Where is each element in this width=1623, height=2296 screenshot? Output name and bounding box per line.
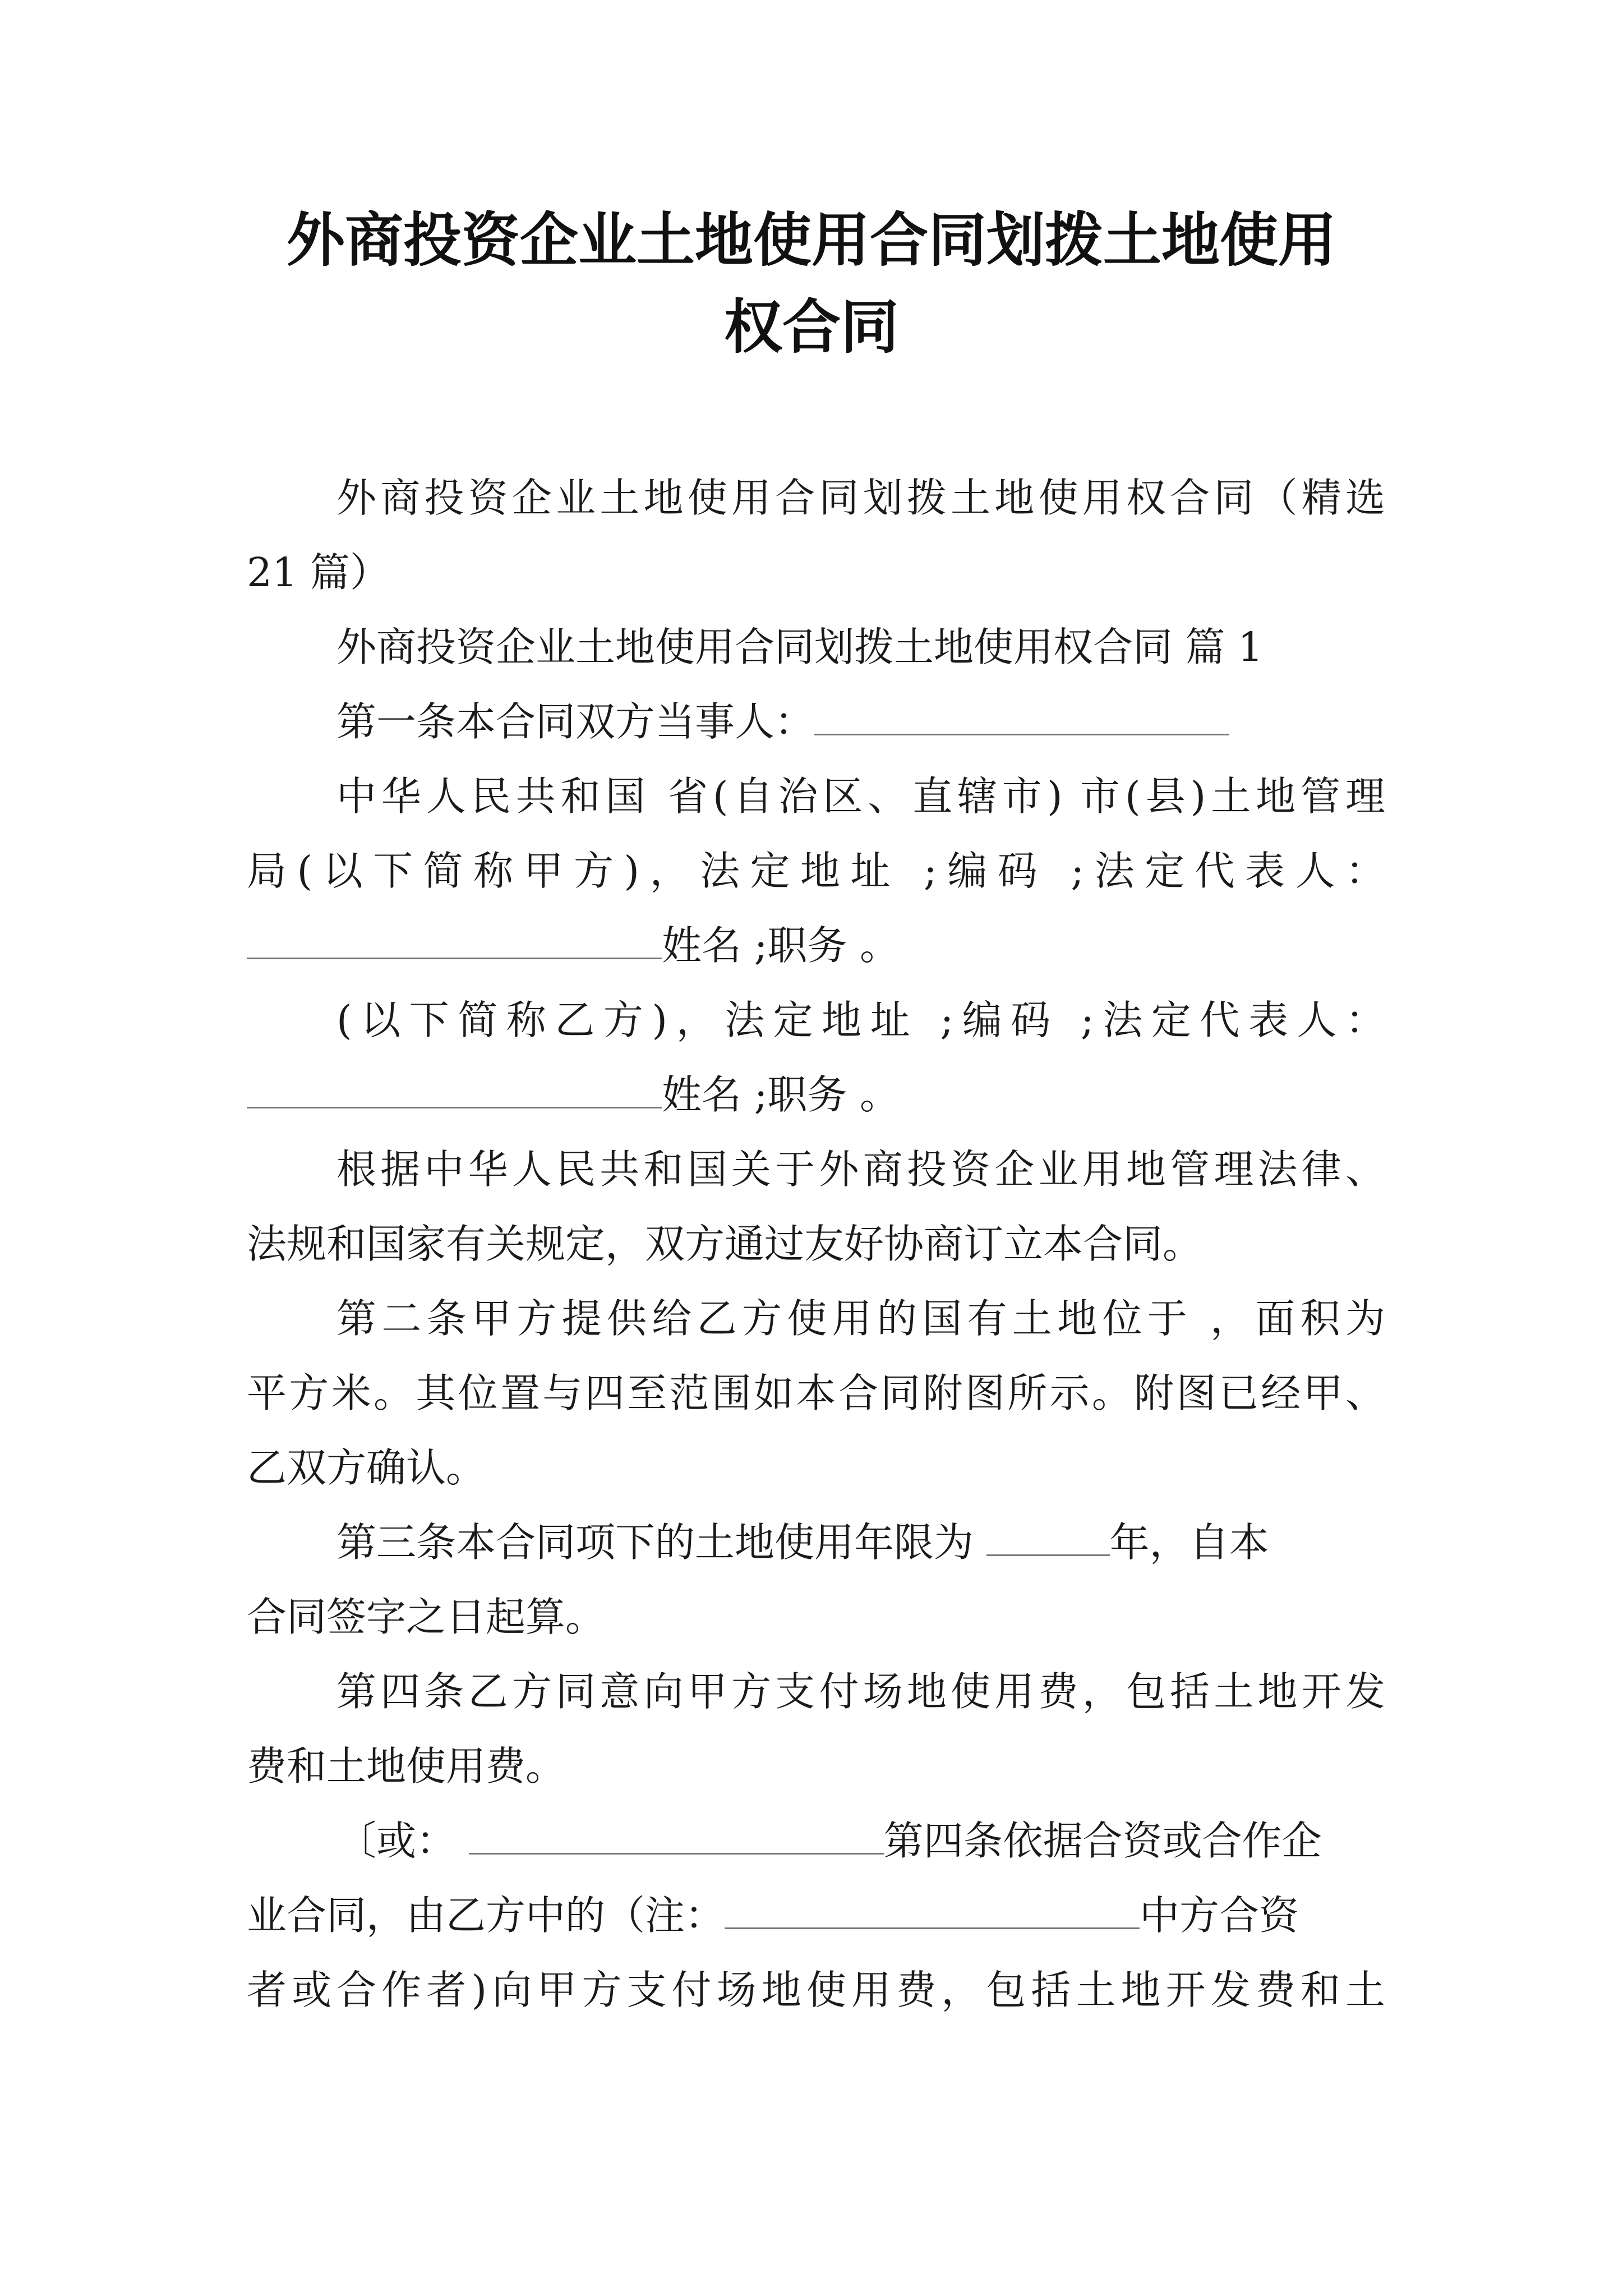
- basis-line-2: 法规和国家有关规定，双方通过友好协商订立本合同。: [247, 1221, 1203, 1267]
- article-2-line-3: 乙双方确认。: [247, 1444, 486, 1491]
- intro-line-2: 21 篇）: [247, 549, 390, 596]
- alternative-line-3: 者或合作者)向甲方支付场地使用费，包括土地开发费和土: [247, 1967, 1385, 2013]
- party-a-line-1: 中华人民共和国 省(自治区、直辖市) 市(县)土地管理: [336, 773, 1385, 820]
- party-a-name-blank: [247, 921, 662, 959]
- article-2-line-2: 平方米。其位置与四至范围如本合同附图所示。附图已经甲、: [247, 1370, 1385, 1416]
- party-b-position-text: 姓名 ;职务 。: [662, 1071, 900, 1118]
- alternative-article-4-text: 第四条依据合资或合作企: [883, 1818, 1322, 1864]
- party-b-line-2: [247, 1069, 1385, 1121]
- basis-line-1: 根据中华人民共和国关于外商投资企业用地管理法律、: [336, 1146, 1385, 1193]
- article-2-line-1: 第二条甲方提供给乙方使用的国有土地位于 ，面积为: [336, 1295, 1385, 1342]
- document-title-line-2: 权合同: [723, 293, 899, 361]
- party-a-line-3: [247, 920, 1385, 972]
- note-blank: [725, 1890, 1140, 1929]
- party-b-name-blank: [247, 1070, 662, 1108]
- party-blank: [814, 697, 1229, 735]
- party-a-line-2: 局(以下简称甲方)，法定地址 ;编码 ;法定代表人：: [247, 848, 1385, 894]
- article-3-line-1: [336, 1517, 1385, 1568]
- article-1-line: [336, 696, 1385, 748]
- intro-line-1: 外商投资企业土地使用合同划拨土地使用权合同（精选: [336, 475, 1385, 521]
- alternative-line-2: [247, 1890, 1385, 1941]
- party-b-line-1: (以下简称乙方)，法定地址 ;编码 ;法定代表人：: [336, 997, 1385, 1043]
- article-4-line-1: 第四条乙方同意向甲方支付场地使用费，包括土地开发: [336, 1668, 1385, 1715]
- alternative-blank: [469, 1816, 884, 1855]
- article-3-line-2: 合同签字之日起算。: [247, 1594, 606, 1640]
- article-3-text: 第三条本合同项下的土地使用年限为: [336, 1519, 974, 1566]
- years-blank: [986, 1517, 1110, 1556]
- article-1-label: 第一条本合同双方当事人：: [336, 698, 815, 745]
- party-a-position-text: 姓名 ;职务 。: [662, 922, 900, 969]
- alternative-prefix: 〔或：: [336, 1818, 457, 1864]
- alternative-contract-text: 业合同，由乙方中的（注：: [247, 1892, 725, 1939]
- alternative-line-1: [336, 1815, 1385, 1867]
- alternative-chinese-party-text: 中方合资: [1140, 1892, 1299, 1939]
- article-3-years-text: 年，自本: [1109, 1519, 1269, 1566]
- article-4-line-2: 费和土地使用费。: [247, 1743, 566, 1789]
- section-heading: 外商投资企业土地使用合同划拨土地使用权合同 篇 1: [336, 624, 1264, 670]
- document-title-line-1: 外商投资企业土地使用合同划拨土地使用: [286, 206, 1336, 274]
